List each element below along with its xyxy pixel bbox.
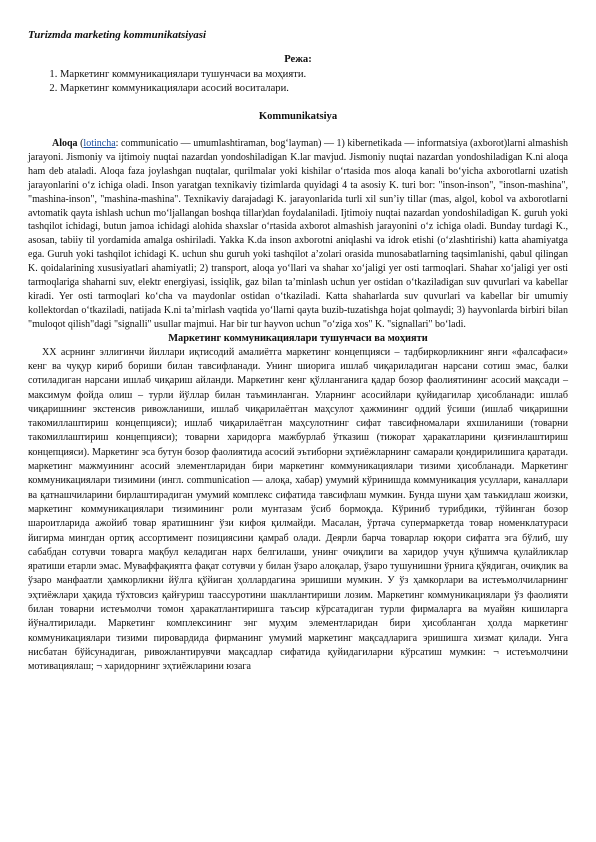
plan-list: [28, 68, 568, 96]
document-title: Turizmda marketing kommunikatsiyasi: [28, 29, 207, 41]
plan-item: 2. Маркетинг коммуникациялари асосий воситалари.: [60, 82, 568, 96]
plan-heading: Режа:: [284, 54, 312, 65]
paren-open: (: [77, 138, 84, 149]
paragraph-text: : communicatio — umumlashtiraman, bogʻlayman) — 1) kibernetikada — informatsiya (axborot)larni almashish jarayoni. Jismoniy va ijtimoiy nuqtai nazardan yondoshiladigan K.lar mavjud. Jismoniy nuqtai nazardan yondoshiladigan K.ni aloqa ham deb ataladi. Aloqa faza joylashgan nuqtalar, qurilmalar yoki kishilar oʻrtasida mos aloqa kanali boʻyicha axborotlarni uzatish jarayonlarini oʻz ichiga oladi. Inson yaratgan texnikaviy tizimlarda quyidagi 4 ta asosiy K. turi bor: "inson-inson", "inson-mashina", "mashina-inson", "mashina-mashina". Texnikaviy darajadagi K. jarayonlarida turli xil sunʼiy tillar (mas, algol, kobol va axborotlarni avtomatik qayta ishlash uchun moʻljallangan boshqa tillar)dan foydalaniladi. Ijtimoiy nuqtai nazardan yondoshiladigan K. guruh yoki tashqilot ichidagi, butun jamoa ichidagi alohida shaxslar oʻrtasida axborot almashish jarayonini oʻz ichiga oladi. Bunday turdagi K., asosan, tabiiy til yordamida amalga oshiriladi. Yakka K.da inson axborotni aniqlashi va idrok etishi (oʻzlashtirishi) katta ahamiyatga ega. Guruh yoki tashqilot ichidagi K. uchun shu guruh yoki tashqilot aʼzolari orasida munosabatlarning taqsimlanishi, qabul qilingan K. qoidalarining xususiyatlari ahamiyatli; 2) transport, aloqa yoʻllari va shahar xoʻjaligi yer osti tarmoqlari. Shahar xoʻjaligi yer osti tarmoqlariga shaharni suv, elektr energiyasi, issiqlik, gaz bilan taʼminlash uchun yer ostidan oʻtkaziladigan suv quvurlari va kabellar kiradi. Yer osti tarmoqlari koʻcha va maydonlar ostidan oʻtkaziladi. Katta shaharlarda suv quvurlari va kabellar bir umumiy kollektordan oʻtkaziladi, natijada K.ni taʼmirlash vaqtida yoʻllarni qayta buzib-tuzatishga hojat qolmaydi; 3) hayvonlarda birbiri bilan "muloqot qilish"dagi "signalli" usullar majmui. Har bir tur hayvon uchun "oʻziga xos" K. "signallari" boʻladi.: [28, 138, 568, 330]
lead-term: Aloqa: [52, 138, 78, 149]
paragraph-marketing: XX асрнинг эллигинчи йиллари иқтисодий амалиётга маркетинг концепцияси – тадбиркорликнинг янги «фалсафаси» кенг ва чуқур кириб бориши билан тавсифланади. Унинг шиорига ишлаб чиқариладиган нарсани сотиш эмас, балки сотиладиган нарсани ишлаб чиқариш айланди. Маркетинг кенг қўлланганига қадар бозор фаолиятининг асосий мақсади – максимум фойда олиш – турли йўллар билан таъминланган. Уларнинг асосийлари қуйидагилар ҳисобланади: ишлаб чиқаришнинг экстенсив ривожланиши, ишлаб чиқарилаётган маҳсулот ҳажмининг оддий ўсиши (ишлаб чиқаришни такомиллаштириш концепцияси); ишлаб чиқарилаётган маҳсулотнинг сифат тавсифномалари яхшиланиши (товарни такомиллаштириш концепцияси); товарни харидорга мажбурлаб ўтказиш (тижорат ҳаракатларини қизғинлаштириш концепцияси). Маркетинг эса бутун бозор фаолиятида асосий эътиборни эҳтиёжларнинг самарали қондирилишига қаратади. маркетинг мажмуининг асосий элементларидан бири маркетинг коммуникациялари тизими ҳисобланади. Маркетинг коммуникациялари тизимини (ингл. communication — алоқа, хабар) умумий кўринишда коммуникация усуллари, каналлари ва қатнашчиларини бирлаштирадиган умумий комплекс сифатида тавсифлаш мумкин. Бунда шуни ҳам таъкидлаш жоизки, маркетинг коммуникациялари тизимининг роли мунтазам ўсиб бормоқда. Кўриниб турибдики, тўйинган бозор шароитларида ажойиб товар яратишнинг ўзи кифоя қилмайди. Масалан, ўртача супермаркетда товар номенклатураси йигирма мингдан ортиқ ассортимент позициясини қамраб олади. Деярли барча товарлар юқори сифатга эга бўлиб, шу сабабдан сотувчи товарга мақбул келадиган нарх белгилаши, унинг очиқлиги ва харидор учун қўшимча қулайликлар яратиши етарли эмас. Муваффақиятга фақат сотувчи у билан ўзаро алоқалар, ўзаро тушунишни ўрнига қўядиган, очиқлик ва ўзаро манфаатли ҳамкорликни йўлга қўйиган ҳоллардагина эришиши мумкин. У ўз ҳамкорлари ва истеъмолчиларнинг эҳтиёжлари ҳақида тўхтовсиз қайғуриш тааccуротини шакллантириши лозим. Маркетинг коммуникациялари ўз фаолияти билан товарни истеъмолчи томон ҳаракатлантиришга таъсир кўрсатадиган турли фирмаларга ва муайян кишиларга йўналтирилади. Маркетинг комплексининг энг муҳим элементларидан бири ҳисобланган ҳолда маркетинг коммуникациялари тизими пировардида фирманинг умумий маркетинг мақсадларига эришишга хизмат қилади. Унга нисбатан бўйсунадиган, ривожлантирувчи мақсадлар сифатида қуйидагиларни кўрсатиш мумкин: ¬ истеъмолчини мотивациялаш; ¬ харидорнинг эҳтиёжларини юзага: [28, 346, 568, 673]
lotincha-link[interactable]: lotincha: [83, 138, 116, 149]
plan-item: 1. Маркетинг коммуникациялари тушунчаси ва моҳияти.: [60, 68, 568, 82]
section-heading: Kommunikatsiya: [258, 111, 338, 122]
section2-heading: Маркетинг коммуникациялари тушунчаси ва моҳияти: [168, 332, 428, 344]
paragraph-kommunikatsiya: [28, 137, 568, 332]
